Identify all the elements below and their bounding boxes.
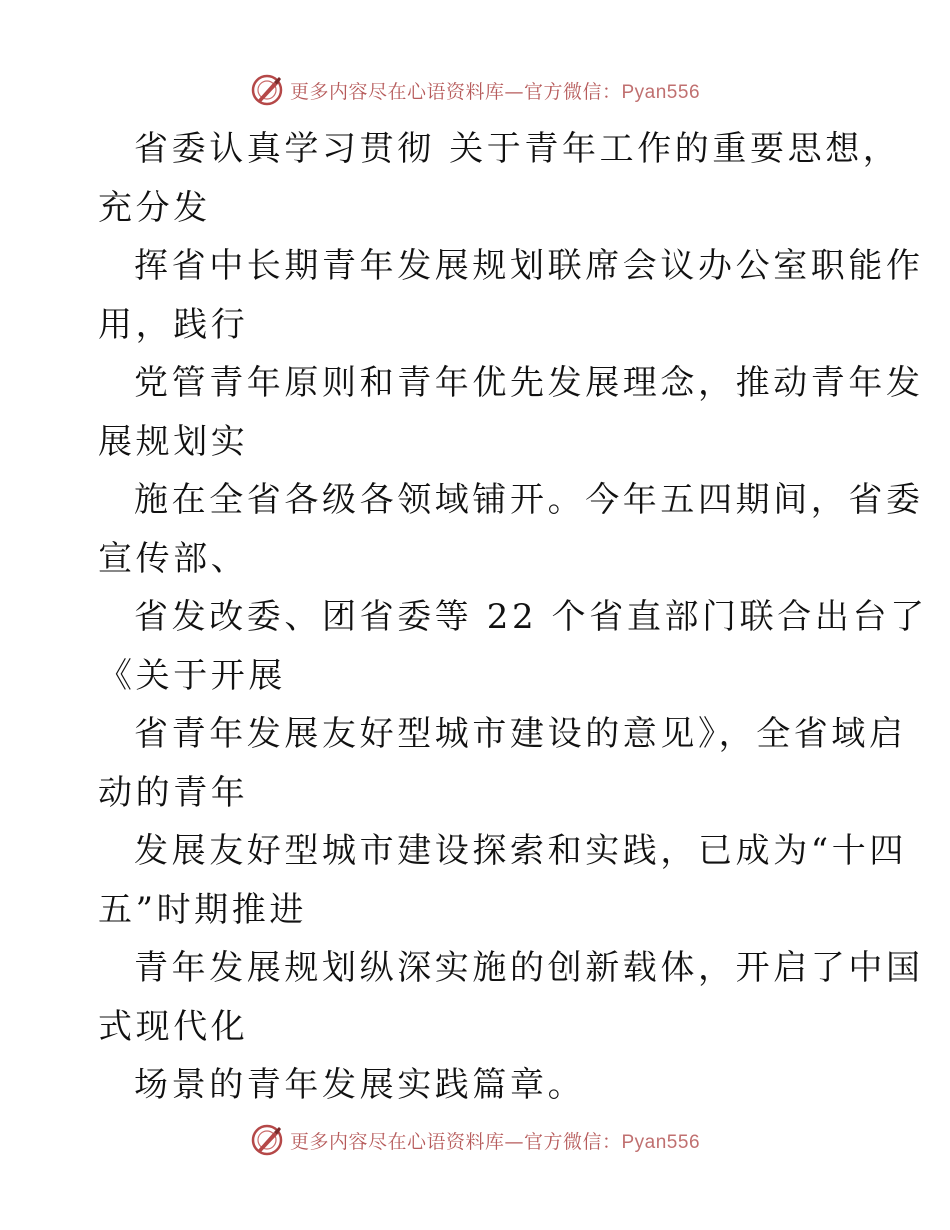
- text-line: 发展友好型城市建设探索和实践，已成为“十四: [134, 831, 907, 871]
- text-line: 式现代化: [98, 1006, 249, 1047]
- text-line: 挥省中长期青年发展规划联席会议办公室职能作: [134, 246, 924, 286]
- header-watermark: [0, 70, 950, 110]
- text-line: 展规划实: [98, 421, 249, 462]
- text-line: 省委认真学习贯彻 关于青年工作的重要思想，: [134, 129, 901, 169]
- text-line: 动的青年: [98, 772, 249, 813]
- watermark-text: 更多内容尽在心语资料库—官方微信：Pyan556: [289, 1130, 701, 1153]
- body-text: [98, 120, 928, 1115]
- ink-pen-seal-icon: [250, 73, 284, 107]
- text-line: 施在全省各级各领域铺开。今年五四期间，省委: [134, 480, 924, 520]
- text-line: 《关于开展: [98, 655, 286, 696]
- text-line: 场景的青年发展实践篇章。: [134, 1065, 586, 1105]
- ink-pen-seal-icon: [250, 1123, 284, 1157]
- text-line: 充分发: [98, 187, 211, 228]
- watermark-text: 更多内容尽在心语资料库—官方微信：Pyan556: [289, 80, 701, 103]
- text-line: 省发改委、团省委等 22 个省直部门联合出台了: [134, 597, 928, 637]
- text-line: 用，践行: [98, 304, 249, 345]
- text-line: 青年发展规划纵深实施的创新载体，开启了中国: [134, 948, 924, 988]
- text-line: 五”时期推进: [98, 889, 307, 930]
- text-line: 省青年发展友好型城市建设的意见》，全省域启: [134, 714, 907, 754]
- text-line: 宣传部、: [98, 538, 249, 579]
- footer-watermark: [0, 1120, 950, 1160]
- text-line: 党管青年原则和青年优先发展理念，推动青年发: [134, 363, 924, 403]
